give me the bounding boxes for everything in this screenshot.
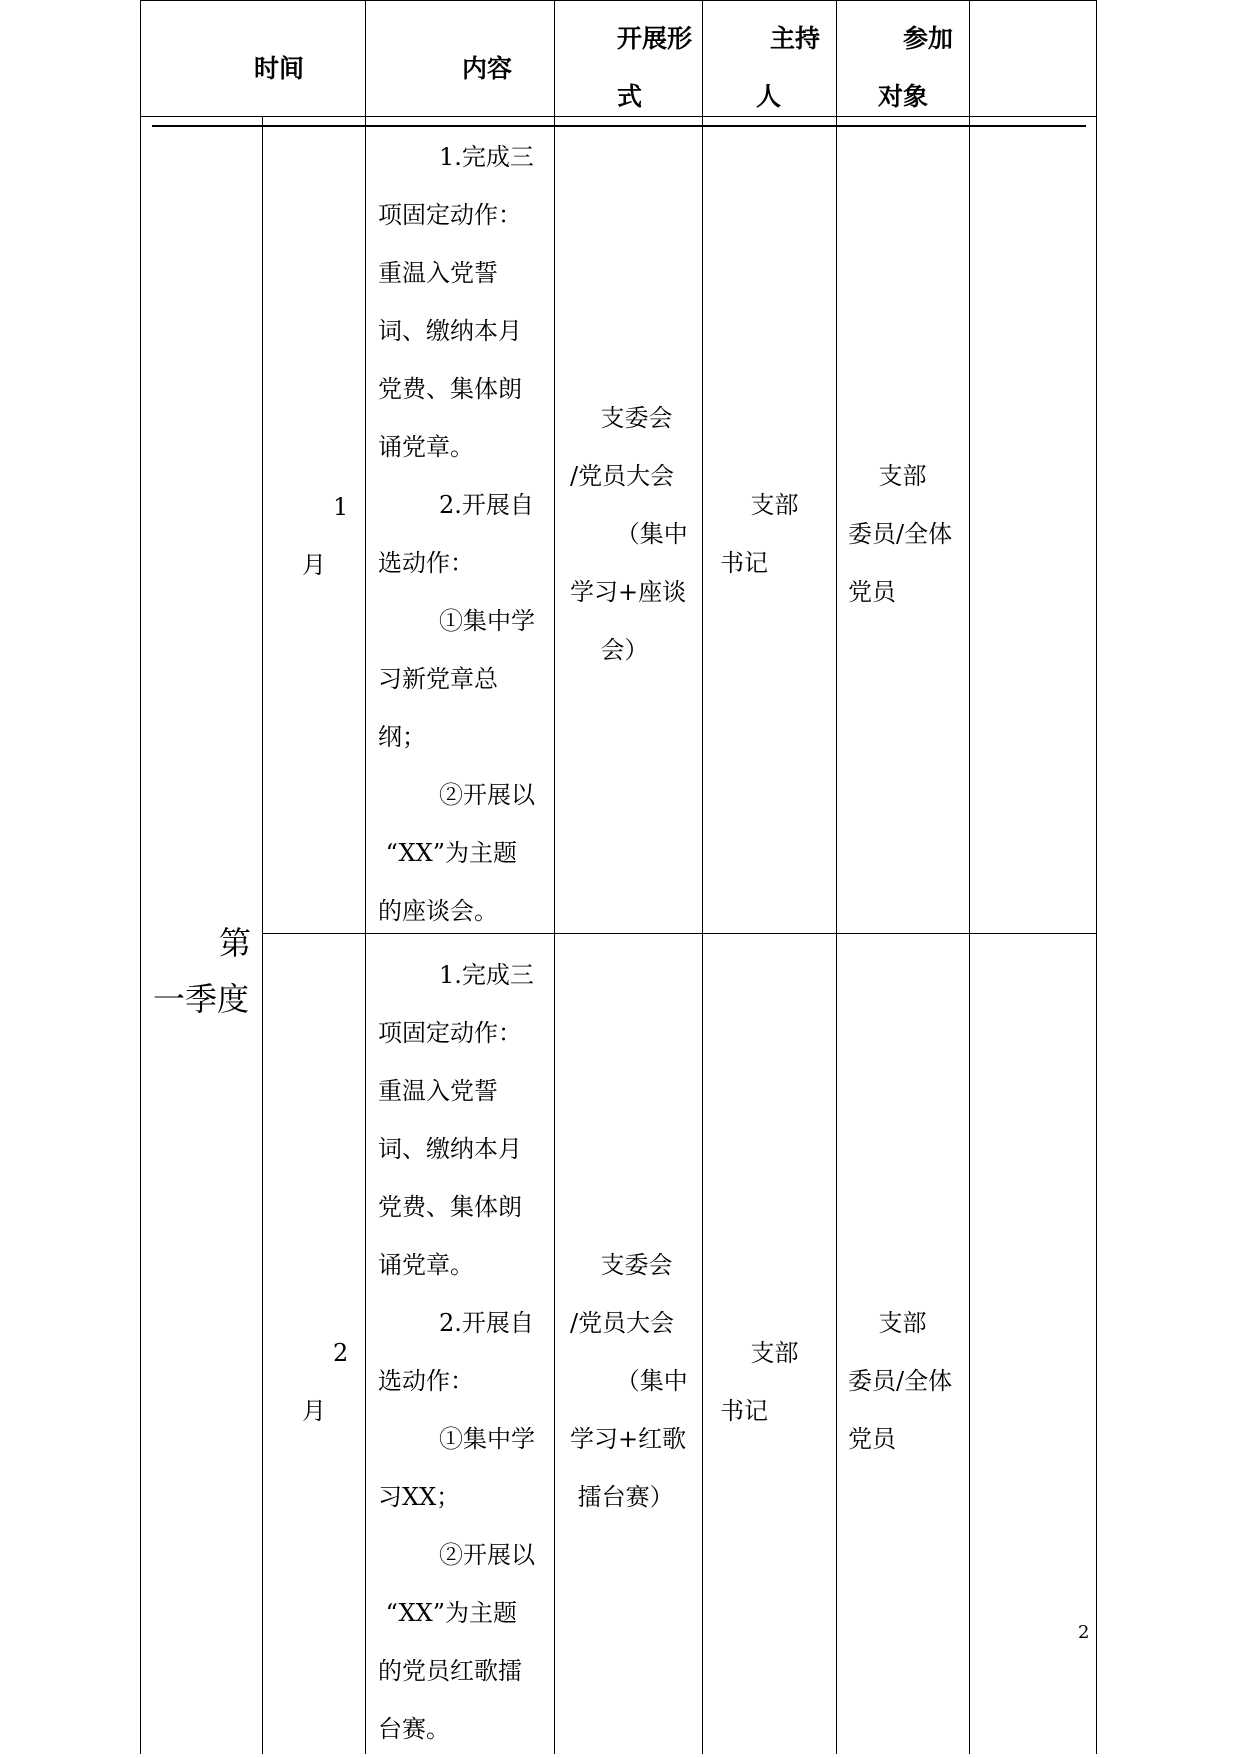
month-unit: 月 xyxy=(302,1397,326,1425)
content-line: “XX”为主题 xyxy=(378,839,518,867)
content-line: “XX”为主题 xyxy=(378,1599,518,1627)
month-column-divider xyxy=(365,0,366,1754)
season-column-divider xyxy=(262,116,263,1754)
content-line: 习XX； xyxy=(378,1483,461,1511)
content-line: 的座谈会。 xyxy=(378,897,498,925)
month-number: 2 xyxy=(333,1339,349,1367)
header-host-line1: 主持 xyxy=(770,24,821,53)
table-right-border xyxy=(1096,0,1097,1754)
header-form-line2: 式 xyxy=(617,82,643,111)
header-attendees-line2: 对象 xyxy=(878,82,929,111)
content-line: 党费、集体朗 xyxy=(378,375,522,403)
attendees-column-divider xyxy=(969,0,970,1754)
header-form-line1: 开展形 xyxy=(617,24,693,53)
host-line: 支部 xyxy=(720,1339,799,1367)
header-host-line2: 人 xyxy=(756,82,782,111)
attendees-line: 委员/全体 xyxy=(848,520,953,548)
content-line: 重温入党誓 xyxy=(378,1077,498,1105)
content-line: 2.开展自 xyxy=(378,491,534,519)
header-content: 内容 xyxy=(462,54,513,83)
content-line: 诵党章。 xyxy=(378,433,474,461)
content-line: 习新党章总 xyxy=(378,665,498,693)
form-line: 会） xyxy=(570,636,649,664)
content-line: 1.完成三 xyxy=(378,143,534,171)
page-number: 2 xyxy=(1078,1622,1090,1643)
table-left-border xyxy=(140,0,141,1754)
form-line: 支委会 xyxy=(570,404,673,432)
form-column-divider xyxy=(702,0,703,1754)
content-line: 重温入党誓 xyxy=(378,259,498,287)
content-line: ①集中学 xyxy=(378,607,536,635)
attendees-line: 支部 xyxy=(848,462,927,490)
season-label-line1: 第 xyxy=(219,924,252,962)
content-line: ①集中学 xyxy=(378,1425,536,1453)
form-line: （集中 xyxy=(570,1367,688,1395)
host-line: 书记 xyxy=(720,549,768,577)
content-line: 词、缴纳本月 xyxy=(378,1135,522,1163)
table-top-border xyxy=(140,0,1096,1)
form-line: （集中 xyxy=(570,520,688,548)
host-line: 书记 xyxy=(720,1397,768,1425)
season-label-line2: 一季度 xyxy=(153,980,250,1018)
form-line: /党员大会 xyxy=(570,462,675,490)
form-line: 学习+红歌 xyxy=(570,1425,687,1453)
content-line: 的党员红歌擂 xyxy=(378,1657,522,1685)
content-column-divider xyxy=(554,0,555,1754)
content-line: 诵党章。 xyxy=(378,1251,474,1279)
host-column-divider xyxy=(836,0,837,1754)
content-line: ②开展以 xyxy=(378,781,536,809)
content-line: 项固定动作： xyxy=(378,201,522,229)
content-line: 党费、集体朗 xyxy=(378,1193,522,1221)
form-line: 学习+座谈 xyxy=(570,578,687,606)
content-line: 台赛。 xyxy=(378,1715,450,1743)
content-line: ②开展以 xyxy=(378,1541,536,1569)
header-attendees-line1: 参加 xyxy=(903,24,954,53)
attendees-line: 支部 xyxy=(848,1309,927,1337)
attendees-line: 党员 xyxy=(848,1425,896,1453)
attendees-line: 委员/全体 xyxy=(848,1367,953,1395)
host-line: 支部 xyxy=(720,491,799,519)
content-line: 1.完成三 xyxy=(378,961,534,989)
content-line: 2.开展自 xyxy=(378,1309,534,1337)
month-unit: 月 xyxy=(302,551,326,579)
attendees-line: 党员 xyxy=(848,578,896,606)
content-line: 选动作： xyxy=(378,1367,474,1395)
header-time: 时间 xyxy=(254,54,305,83)
form-line: /党员大会 xyxy=(570,1309,675,1337)
form-line: 擂台赛） xyxy=(570,1483,674,1511)
form-line: 支委会 xyxy=(570,1251,673,1279)
content-line: 选动作： xyxy=(378,549,474,577)
content-line: 项固定动作： xyxy=(378,1019,522,1047)
content-line: 词、缴纳本月 xyxy=(378,317,522,345)
month-number: 1 xyxy=(333,493,349,521)
content-line: 纲； xyxy=(378,723,426,751)
